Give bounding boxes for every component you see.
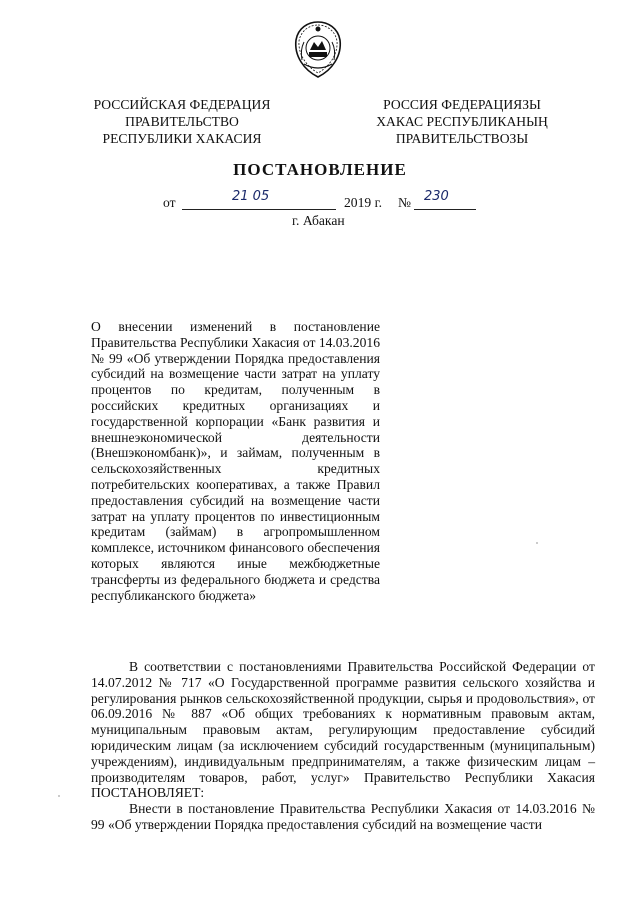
body-paragraph: Внести в постановление Правительства Республики Хакасия от 14.03.2016 № 99 «Об утверждении Порядка предоставления субсидий на возмещение части — [91, 801, 595, 832]
header-khakas — [362, 96, 562, 147]
document-title: ПОСТАНОВЛЕНИЕ — [233, 160, 407, 179]
header-line: ПРАВИТЕЛЬСТВО — [125, 114, 239, 129]
scan-speck — [58, 795, 60, 797]
date-year: 2019 г. — [344, 195, 383, 210]
handwritten-date: 21 05 — [232, 189, 270, 204]
body-paragraph: В соответствии с постановлениями Правительства Российской Федерации от 14.07.2012 № 717 «О Государственной программе развития сельского хозяйства и регулирования рынков сельскохозяйственной продукции, сырья и продовольствия», от 06.09.2016 № 887 «Об общих требованиях к нормативным правовым актам, муниципальным правовым актам, регулирующим предоставление субсидий юридическим лицам (за исключением субсидий государственным (муниципальным) учреждениям), индивидуальным предпринимателям, а также физическим лицам – производителям товаров, работ, услуг» Правительство Республики Хакасия ПОСТАНОВЛЯЕТ: — [91, 659, 595, 801]
document-body — [91, 659, 595, 833]
header-line: РОССИЯ ФЕДЕРАЦИЯЗЫ — [383, 97, 541, 112]
date-number-line — [0, 189, 640, 213]
header-line: ХАКАС РЕСПУБЛИКАНЫҢ — [376, 114, 548, 129]
header-line: РОССИЙСКАЯ ФЕДЕРАЦИЯ — [93, 97, 271, 112]
city: г. Абакан — [292, 213, 345, 228]
date-prefix: от — [163, 195, 176, 210]
header-russian — [82, 96, 282, 147]
header-line: РЕСПУБЛИКИ ХАКАСИЯ — [102, 131, 262, 146]
header-line: ПРАВИТЕЛЬСТВОЗЫ — [395, 131, 529, 146]
scan-speck — [536, 542, 538, 544]
handwritten-number: 230 — [424, 189, 449, 204]
number-prefix: № — [398, 195, 411, 210]
coat-of-arms-icon — [292, 20, 344, 80]
document-summary: О внесении изменений в постановление Правительства Республики Хакасия от 14.03.2016 № 99 «Об утверждении Порядка предоставления субсидий на возмещение части затрат на уплату процентов по кредитам, полученным в российских кредитных организациях и государственной корпорации «Банк развития и внешнеэкономической деятельности (Внешэкономбанк)», и займам, полученным в сельскохозяйственных кредитных потребительских кооперативах, а также Правил предоставления субсидий на возмещение части затрат на уплату процентов по инвестиционным кредитам (займам) в агропромышленном комплексе, источником финансового обеспечения которых являются иные межбюджетные трансферты из федерального бюджета и средства республиканского бюджета» — [91, 319, 380, 603]
